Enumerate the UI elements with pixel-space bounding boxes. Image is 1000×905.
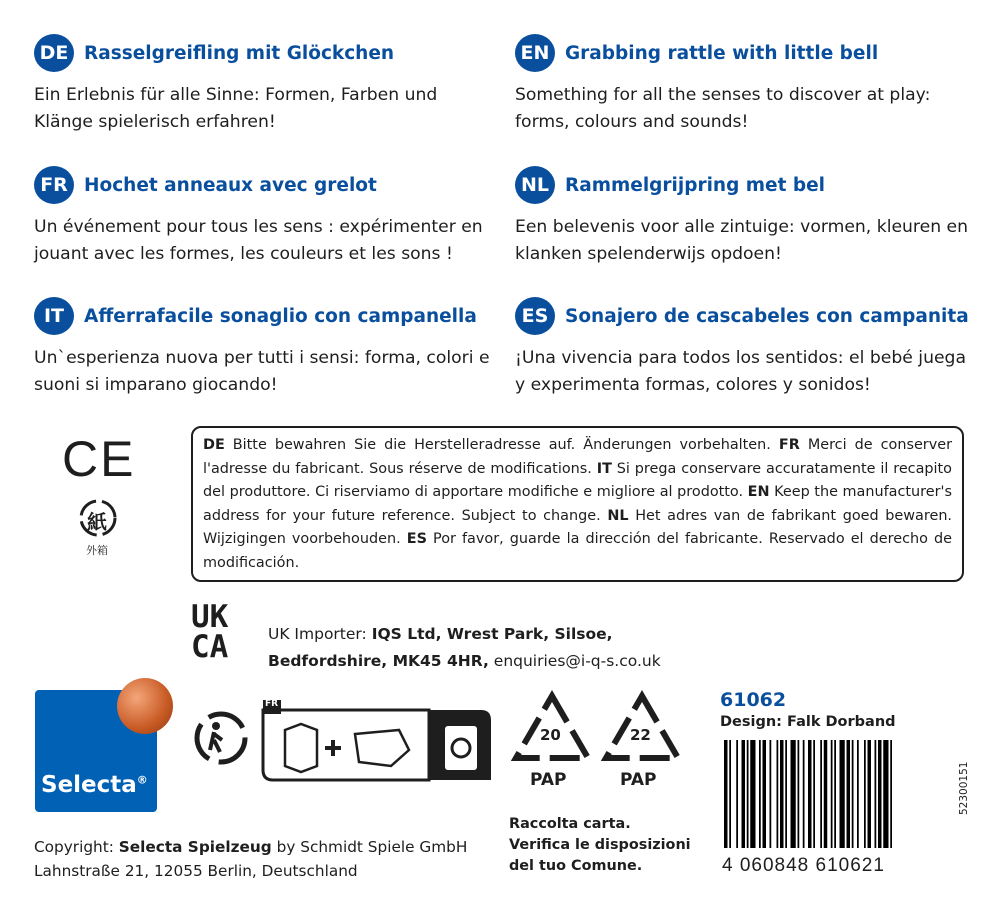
barcode-bar <box>780 740 784 848</box>
importer-company: IQS Ltd, Wrest Park, Silsoe, <box>371 625 613 643</box>
language-badge: IT <box>34 297 74 335</box>
raccolta-line: Raccolta carta. <box>509 816 631 832</box>
product-description: Un événement pour tous les sens : expérimenter en jouant avec les formes, les couleurs et les sons ! <box>34 217 483 264</box>
barcode-bar <box>820 740 822 848</box>
paper-mark-glyph: 紙 <box>87 510 107 534</box>
notice-lang-code: DE <box>203 437 225 453</box>
notice-text: Keep the manufacturer's address for your future reference. Subject to change. <box>203 484 952 524</box>
barcode-bar <box>831 740 833 848</box>
recycling-symbol <box>510 690 594 800</box>
ukca-line-1: UK <box>191 599 229 635</box>
barcode-bar <box>742 740 746 848</box>
recycling-code: 20 <box>540 726 561 744</box>
notice-text: Het adres van de fabrikant goed bewaren. Wijzigingen voorbehouden. <box>203 507 953 547</box>
manufacturer-notice <box>191 426 964 582</box>
side-number: 52300151 <box>958 761 970 815</box>
tidyman-recycle-icon <box>192 710 250 770</box>
paper-collection-note <box>509 814 691 877</box>
product-title: Hochet anneaux avec grelot <box>84 174 377 196</box>
barcode-bar <box>724 740 728 848</box>
wooden-ball-logo <box>117 678 173 734</box>
language-badge: EN <box>515 34 555 72</box>
barcode-bar <box>777 740 779 848</box>
raccolta-line: Verifica le disposizioni <box>509 837 691 853</box>
recycling-material: PAP <box>530 770 567 790</box>
lang-block-es <box>515 297 985 399</box>
ukca-line-2: CA <box>191 629 229 665</box>
language-badge: FR <box>34 166 74 204</box>
barcode-bar <box>763 740 767 848</box>
barcode-bar <box>834 740 836 848</box>
registered-mark: ® <box>136 773 148 787</box>
notice-text: Merci de conserver l'adresse du fabricant. Sous réserve de modifications. <box>203 437 952 477</box>
barcode-bar <box>747 740 749 848</box>
copyright-company: Selecta Spielzeug <box>118 838 272 856</box>
barcode-bar <box>803 740 805 848</box>
ukca-mark <box>191 599 251 665</box>
barcode-number: 4 060848 610621 <box>722 855 885 876</box>
barcode-bar <box>808 740 812 848</box>
language-badge: NL <box>515 166 555 204</box>
barcode-bar <box>868 740 872 848</box>
lang-block-en <box>515 34 985 136</box>
designer-credit: Design: Falk Dorband <box>720 714 896 730</box>
language-badge: DE <box>34 34 74 72</box>
notice-text: Si prega conservare accuratamente il recapito del produttore. Ci riserviamo di apportare modifiche e migliore al prodotto. <box>203 460 952 500</box>
importer-address: Bedfordshire, MK45 4HR, <box>268 652 489 670</box>
product-title: Sonajero de cascabeles con campanita <box>565 305 969 327</box>
recycling-symbol <box>600 690 684 800</box>
notice-lang-code: ES <box>406 531 427 547</box>
product-title: Rasselgreifling mit Glöckchen <box>84 42 395 64</box>
triman-country-code: FR <box>265 699 279 709</box>
product-description: Something for all the senses to discover at play: forms, colours and sounds! <box>515 85 931 132</box>
copyright-suffix: by Schmidt Spiele GmbH <box>271 838 468 856</box>
barcode-bar <box>857 740 859 848</box>
paper-caption: 外箱 <box>86 544 108 557</box>
barcode <box>722 740 944 856</box>
copyright <box>34 835 467 883</box>
product-number: 61062 <box>720 689 787 711</box>
copyright-address: Lahnstraße 21, 12055 Berlin, Deutschland <box>34 862 358 880</box>
uk-importer <box>268 621 661 675</box>
lang-block-fr <box>34 166 504 268</box>
notice-lang-code: NL <box>607 507 629 524</box>
barcode-bar <box>785 740 787 848</box>
product-title: Rammelgrijpring met bel <box>565 174 826 196</box>
barcode-bar <box>824 740 828 848</box>
language-badge: ES <box>515 297 555 335</box>
barcode-bar <box>875 740 877 848</box>
barcode-bar <box>883 740 888 848</box>
barcode-bar <box>878 740 882 848</box>
barcode-bar <box>890 740 892 848</box>
notice-lang-code: FR <box>778 437 800 453</box>
barcode-bar <box>750 740 755 848</box>
notice-lang-code: IT <box>596 460 612 477</box>
raccolta-line: del tuo Comune. <box>509 858 643 874</box>
barcode-bar <box>840 740 845 848</box>
ce-mark: CE <box>62 431 136 487</box>
barcode-bar <box>864 740 866 848</box>
product-title: Grabbing rattle with little bell <box>565 42 879 64</box>
barcode-bar <box>847 740 851 848</box>
barcode-bar <box>791 740 796 848</box>
notice-lang-code: EN <box>747 484 770 500</box>
product-description: Een belevenis voor alle zintuige: vormen, kleuren en klanken spelenderwijs opdoen! <box>515 217 969 264</box>
logo-text: Selecta <box>41 772 137 798</box>
notice-text: Por favor, guarde la dirección del fabricante. Reservado el derecho de modificación. <box>203 531 952 571</box>
barcode-bar <box>813 740 815 848</box>
barcode-bar <box>759 740 761 848</box>
barcode-bar <box>736 740 738 848</box>
triman-sorting-block <box>259 700 493 784</box>
barcode-bar <box>729 740 731 848</box>
product-description: Ein Erlebnis für alle Sinne: Formen, Farben und Klänge spielerisch erfahren! <box>34 85 438 132</box>
recycling-code: 22 <box>630 726 651 744</box>
barcode-bar <box>798 740 800 848</box>
barcode-bar <box>770 740 772 848</box>
importer-label: UK Importer: <box>268 625 367 643</box>
product-title: Afferrafacile sonaglio con campanella <box>84 305 477 327</box>
lang-block-it <box>34 297 504 399</box>
recycling-material: PAP <box>620 770 657 790</box>
barcode-bar <box>852 740 854 848</box>
importer-email[interactable]: enquiries@i-q-s.co.uk <box>493 652 661 670</box>
product-description: ¡Una vivencia para todos los sentidos: el bebé juega y experimenta formas, colores y sonidos! <box>515 348 966 395</box>
product-description: Un`esperienza nuova per tutti i sensi: forma, colori e suoni si imparano giocando! <box>34 348 490 395</box>
paper-recycling-icon <box>78 498 118 538</box>
copyright-prefix: Copyright: <box>34 838 119 856</box>
lang-block-de <box>34 34 504 136</box>
notice-text: Bitte bewahren Sie die Herstelleradresse auf. Änderungen vorbehalten. <box>232 437 771 453</box>
lang-block-nl <box>515 166 985 268</box>
